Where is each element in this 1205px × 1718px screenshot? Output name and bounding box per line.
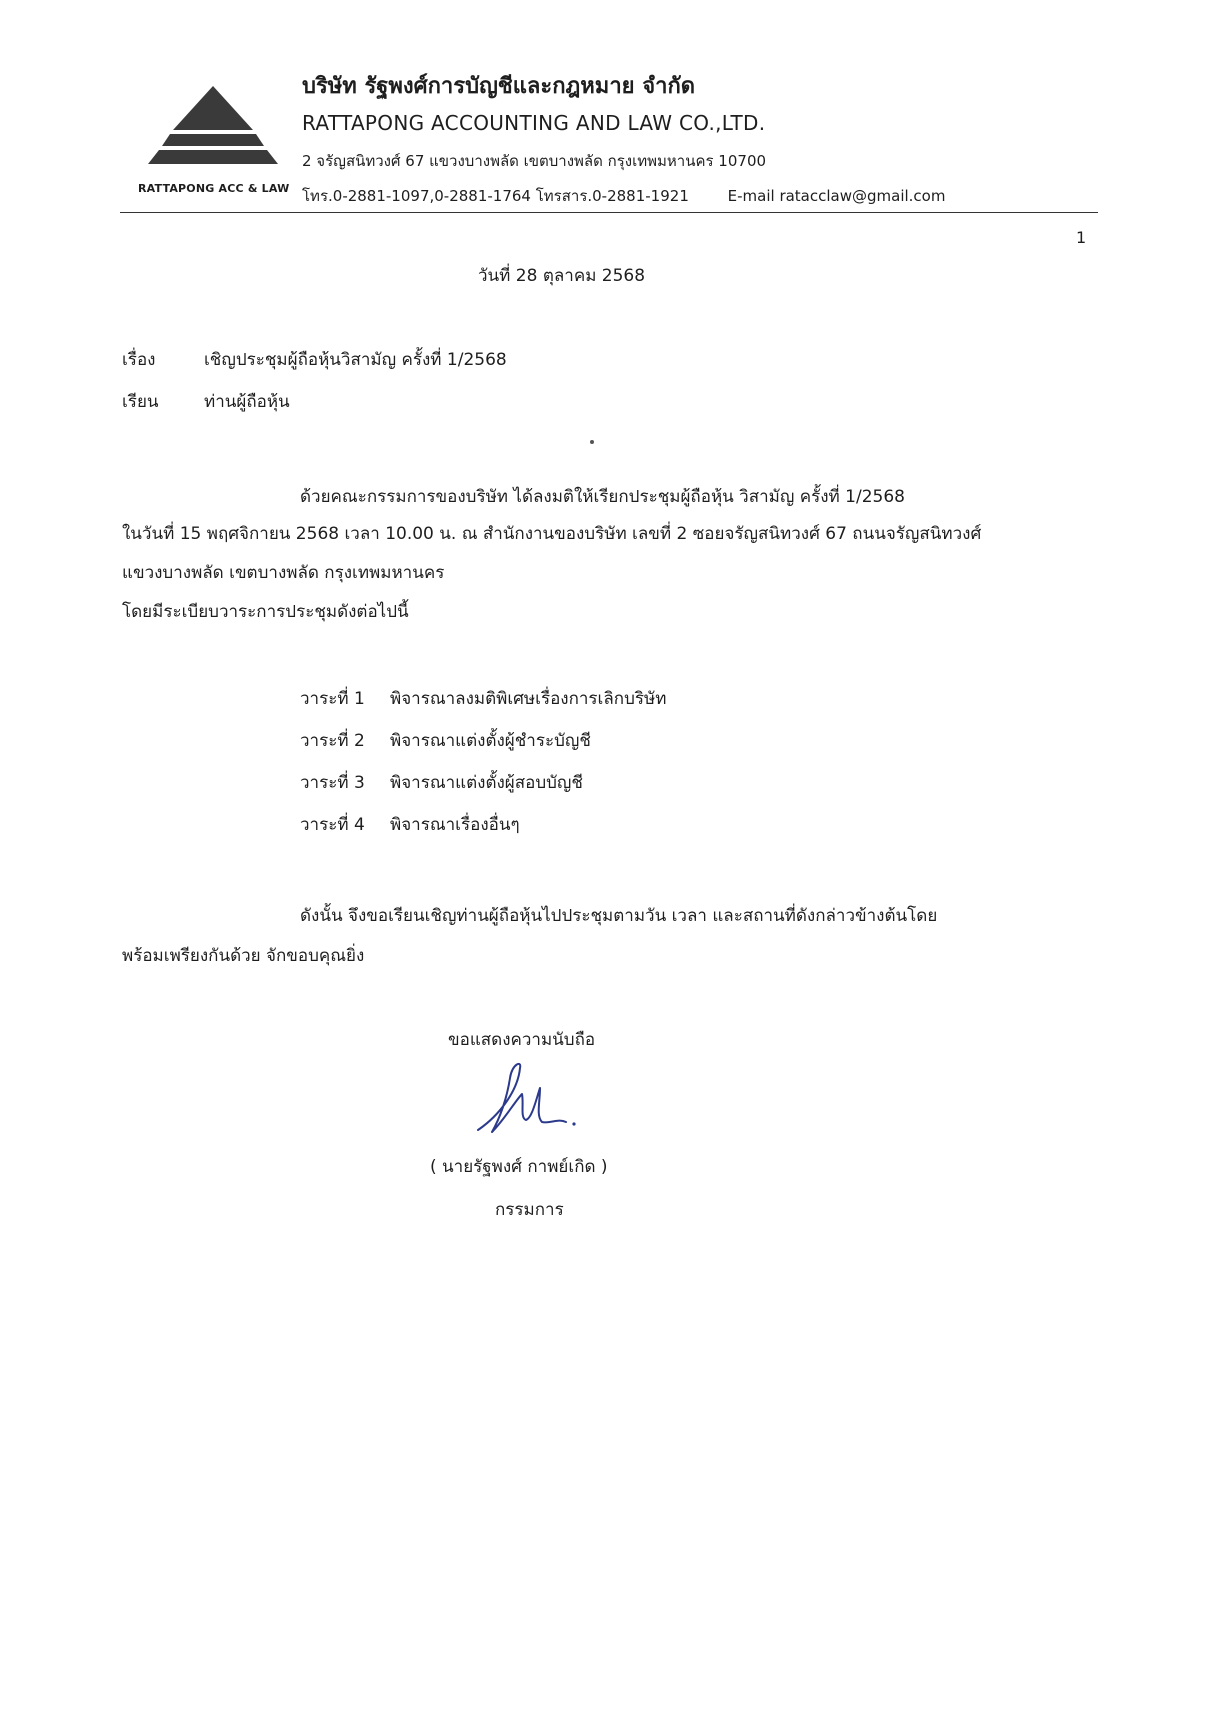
agenda-number: วาระที่ 1 — [300, 689, 365, 709]
agenda-list — [300, 685, 666, 853]
paragraph-3-line-1: ดังนั้น จึงขอเรียนเชิญท่านผู้ถือหุ้นไปประชุมตามวัน เวลา และสถานที่ดังกล่าวข้างต้นโดย — [300, 906, 938, 926]
agenda-item — [300, 685, 666, 727]
paragraph-1-line-3: แขวงบางพลัด เขตบางพลัด กรุงเทพมหานคร — [122, 563, 445, 583]
paragraph-2: โดยมีระเบียบวาระการประชุมดังต่อไปนี้ — [122, 602, 409, 622]
agenda-number: วาระที่ 2 — [300, 731, 365, 751]
company-email: E-mail ratacclaw@gmail.com — [727, 187, 946, 205]
company-name-english: RATTAPONG ACCOUNTING AND LAW CO.,LTD. — [302, 111, 766, 135]
subject-text: เชิญประชุมผู้ถือหุ้นวิสามัญ ครั้งที่ 1/2568 — [204, 350, 507, 370]
agenda-text: พิจารณาเรื่องอื่นๆ — [390, 815, 520, 835]
agenda-item — [300, 769, 666, 811]
page-number: 1 — [1076, 228, 1087, 247]
agenda-number: วาระที่ 3 — [300, 773, 365, 793]
agenda-text: พิจารณาลงมติพิเศษเรื่องการเลิกบริษัท — [390, 689, 667, 709]
letterhead-divider — [120, 212, 1098, 213]
letter-date: วันที่ 28 ตุลาคม 2568 — [478, 266, 646, 286]
signature-icon — [470, 1060, 580, 1140]
company-contact — [302, 184, 945, 208]
agenda-number: วาระที่ 4 — [300, 815, 365, 835]
paragraph-3-line-2: พร้อมเพรียงกันด้วย จักขอบคุณยิ่ง — [122, 946, 365, 966]
closing-salutation: ขอแสดงความนับถือ — [448, 1030, 596, 1050]
signer-title: กรรมการ — [495, 1200, 564, 1220]
company-name-thai: บริษัท รัฐพงศ์การบัญชีและกฎหมาย จำกัด — [302, 74, 696, 99]
triangle-logo-icon — [138, 86, 288, 178]
recipient-line — [122, 388, 290, 415]
company-address: 2 จรัญสนิทวงศ์ 67 แขวงบางพลัด เขตบางพลัด กรุงเทพมหานคร 10700 — [302, 152, 767, 170]
recipient-text: ท่านผู้ถือหุ้น — [204, 392, 290, 412]
handwritten-signature — [470, 1060, 580, 1140]
agenda-text: พิจารณาแต่งตั้งผู้ชำระบัญชี — [390, 731, 591, 751]
agenda-item — [300, 727, 666, 769]
agenda-item — [300, 811, 666, 853]
paragraph-1-line-2: ในวันที่ 15 พฤศจิกายน 2568 เวลา 10.00 น. ณ สำนักงานของบริษัท เลขที่ 2 ซอยจรัญสนิทวงศ์ 67 ถนนจรัญสนิทวงศ์ — [122, 524, 982, 544]
signer-name: ( นายรัฐพงศ์ กาพย์เกิด ) — [430, 1157, 608, 1177]
company-phones: โทร.0-2881-1097,0-2881-1764 โทรสาร.0-2881-1921 — [302, 187, 689, 205]
subject-label: เรื่อง — [122, 350, 156, 370]
recipient-label: เรียน — [122, 392, 159, 412]
agenda-text: พิจารณาแต่งตั้งผู้สอบบัญชี — [390, 773, 583, 793]
paragraph-1-line-1: ด้วยคณะกรรมการของบริษัท ได้ลงมติให้เรียกประชุมผู้ถือหุ้น วิสามัญ ครั้งที่ 1/2568 — [300, 487, 905, 507]
company-logo — [138, 86, 288, 202]
scan-speck — [590, 440, 594, 444]
logo-caption: RATTAPONG ACC & LAW — [138, 182, 290, 195]
subject-line — [122, 346, 507, 373]
